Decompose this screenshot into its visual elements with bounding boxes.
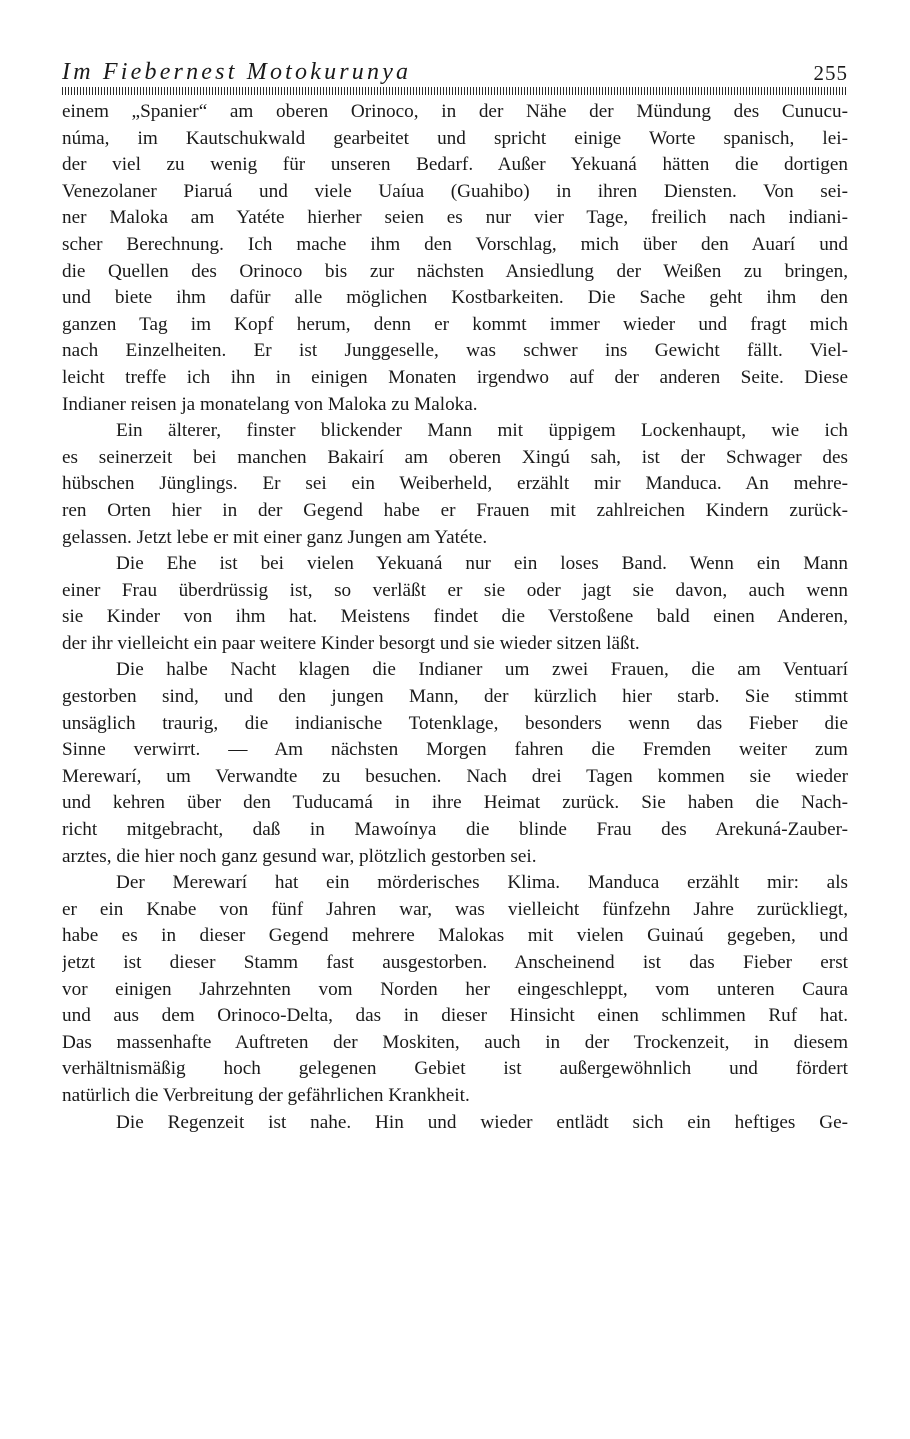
text-line: Die Ehe ist bei vielen Yekuaná nur ein loses Band. Wenn ein Mann: [116, 553, 848, 575]
text-line: er ein Knabe von fünf Jahren war, was vielleicht fünfzehn Jahre zurückliegt,: [62, 898, 848, 920]
text-line: leicht treffe ich ihn in einigen Monaten irgendwo auf der anderen Seite. Diese: [62, 366, 848, 388]
text-line: einem „Spanier“ am oberen Orinoco, in der Nähe der Mündung des Cunucu-: [62, 101, 848, 122]
header-rule: [62, 87, 848, 95]
text-line: der viel zu wenig für unseren Bedarf. Außer Yekuaná hätten die dortigen: [62, 154, 848, 176]
text-line: sie Kinder von ihm hat. Meistens findet die Verstoßene bald einen Anderen,: [62, 606, 848, 628]
text-line: natürlich die Verbreitung der gefährlichen Krankheit.: [62, 1084, 470, 1106]
text-line: ner Maloka am Yatéte hierher seien es nur vier Tage, freilich nach indiani-: [62, 207, 848, 229]
text-line: jetzt ist dieser Stamm fast ausgestorben. Anscheinend ist das Fieber erst: [62, 952, 848, 973]
paragraph: [62, 551, 848, 657]
text-line: und kehren über den Tuducamá in ihre Heimat zurück. Sie haben die Nach-: [62, 792, 848, 814]
paragraph: [62, 1110, 848, 1137]
text-line: núma, im Kautschukwald gearbeitet und spricht einige Worte spanisch, lei-: [62, 127, 848, 149]
running-title: Im Fiebernest Motokurunya: [62, 59, 412, 85]
text-line: einer Frau überdrüssig ist, so verläßt er sie oder jagt sie davon, auch wenn: [62, 579, 848, 601]
text-line: habe es in dieser Gegend mehrere Malokas mit vielen Guinaú gegeben, und: [62, 925, 848, 947]
text-line: und aus dem Orinoco-Delta, das in dieser Hinsicht einen schlimmen Ruf hat.: [62, 1005, 848, 1027]
text-line: Der Merewarí hat ein mörderisches Klima. Manduca erzählt mir: als: [116, 872, 848, 894]
paragraph: [62, 657, 848, 870]
text-line: und biete ihm dafür alle möglichen Kostbarkeiten. Die Sache geht ihm den: [62, 287, 848, 309]
book-page: [62, 58, 848, 1136]
page-number: 255: [813, 61, 848, 85]
paragraph: [62, 418, 848, 551]
text-line: Ein älterer, finster blickender Mann mit üppigem Lockenhaupt, wie ich: [116, 420, 848, 442]
text-line: Die halbe Nacht klagen die Indianer um zwei Frauen, die am Ventuarí: [116, 659, 848, 681]
text-line: hübschen Jünglings. Er sei ein Weiberheld, erzählt mir Manduca. An mehre-: [62, 473, 848, 495]
text-line: Sinne verwirrt. — Am nächsten Morgen fahren die Fremden weiter zum: [62, 739, 848, 761]
text-line: vor einigen Jahrzehnten vom Norden her eingeschleppt, vom unteren Caura: [62, 978, 848, 1000]
text-line: gestorben sind, und den jungen Mann, der kürzlich hier starb. Sie stimmt: [62, 686, 848, 708]
text-line: der ihr vielleicht ein paar weitere Kinder besorgt und sie wieder sitzen läßt.: [62, 632, 640, 654]
text-line: Merewarí, um Verwandte zu besuchen. Nach drei Tagen kommen sie wieder: [62, 765, 848, 787]
paragraph: [62, 99, 848, 418]
text-line: es seinerzeit bei manchen Bakairí am oberen Xingú sah, ist der Schwager des: [62, 446, 848, 468]
text-line: ren Orten hier in der Gegend habe er Frauen mit zahlreichen Kindern zurück-: [62, 499, 848, 521]
text-line: unsäglich traurig, die indianische Totenklage, besonders wenn das Fieber die: [62, 712, 848, 734]
text-line: verhältnismäßig hoch gelegenen Gebiet ist außergewöhnlich und fördert: [62, 1058, 848, 1080]
text-line: gelassen. Jetzt lebe er mit einer ganz Jungen am Yatéte.: [62, 526, 488, 548]
text-line: ganzen Tag im Kopf herum, denn er kommt immer wieder und fragt mich: [62, 313, 848, 335]
text-line: Venezolaner Piaruá und viele Uaíua (Guahibo) in ihren Diensten. Von sei-: [62, 180, 848, 202]
body-text: [62, 99, 848, 1136]
text-line: Die Regenzeit ist nahe. Hin und wieder entlädt sich ein heftiges Ge-: [116, 1111, 848, 1133]
running-head: [62, 58, 848, 86]
text-line: arztes, die hier noch ganz gesund war, plötzlich gestorben sei.: [62, 845, 537, 867]
text-line: scher Berechnung. Ich mache ihm den Vorschlag, mich über den Auarí und: [62, 233, 848, 255]
text-line: nach Einzelheiten. Er ist Junggeselle, was schwer ins Gewicht fällt. Viel-: [62, 340, 848, 362]
paragraph: [62, 870, 848, 1109]
text-line: Das massenhafte Auftreten der Moskiten, auch in der Trockenzeit, in diesem: [62, 1031, 848, 1053]
text-line: richt mitgebracht, daß in Mawoínya die blinde Frau des Arekuná-Zauber-: [62, 819, 848, 841]
text-line: die Quellen des Orinoco bis zur nächsten Ansiedlung der Weißen zu bringen,: [62, 260, 848, 282]
text-line: Indianer reisen ja monatelang von Maloka zu Maloka.: [62, 393, 478, 415]
